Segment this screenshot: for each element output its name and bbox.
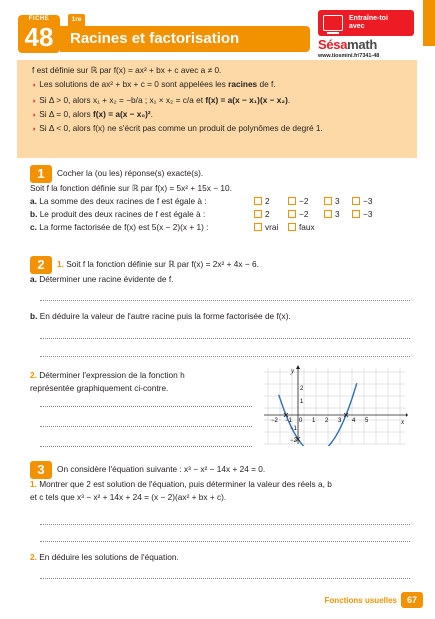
answer-line[interactable] bbox=[40, 300, 410, 301]
checkbox[interactable] bbox=[254, 197, 262, 205]
y-tick: −1 bbox=[290, 426, 297, 432]
summary-line-1: f est définie sur ℝ par f(x) = ax² + bx + c avec a ≠ 0. bbox=[32, 65, 222, 75]
choice-b2[interactable]: −2 bbox=[286, 209, 308, 219]
checkbox[interactable] bbox=[352, 210, 360, 218]
choice-a2[interactable]: −2 bbox=[286, 196, 308, 206]
x-axis-label: x bbox=[401, 418, 405, 426]
computer-icon bbox=[323, 15, 343, 31]
ex1-question-b: b. Le produit des deux racines de f est égale à : 2 −2 3 −3 bbox=[30, 209, 373, 219]
answer-line[interactable] bbox=[40, 426, 252, 427]
ex3-part1-line2: et c tels que x³ − x² + 14x + 24 = (x − 2)(ax² + bx + c). bbox=[30, 492, 227, 502]
choice-b3[interactable]: 3 bbox=[322, 209, 340, 219]
ex1-number: 1 bbox=[30, 165, 52, 183]
ex3-part2: 2. En déduire les solutions de l'équation. bbox=[30, 552, 179, 562]
ex3-part1-line1: 1. Montrer que 2 est solution de l'équation, puis déterminer la valeur des réels a, b bbox=[30, 479, 332, 489]
sesamath-logo-a: Sésa bbox=[318, 37, 348, 52]
ex3-intro-row bbox=[30, 461, 410, 479]
ex2-question-b: b. En déduire la valeur de l'autre racine puis la forme factorisée de f(x). bbox=[30, 311, 291, 321]
summary-line-3: ◗ Si Δ > 0, alors x₁ + x₂ = −b/a ; x₁ × x₂ = c/a et f(x) = a(x − x₁)(x − x₂). bbox=[32, 95, 291, 105]
avec-text: avec bbox=[349, 23, 365, 30]
choice-a4[interactable]: −3 bbox=[350, 196, 372, 206]
x-tick: 1 bbox=[312, 418, 316, 424]
answer-line[interactable] bbox=[40, 356, 410, 357]
x-tick: 5 bbox=[365, 418, 369, 424]
chapter-label: Fonctions usuelles bbox=[324, 596, 397, 605]
summary-line-5: ◗ Si Δ < 0, alors f(x) ne s'écrit pas comme un produit de polynômes de degré 1. bbox=[32, 122, 323, 133]
summary-line-4: ◗ Si Δ = 0, alors f(x) = a(x − x₀)². bbox=[32, 109, 153, 119]
choice-a1[interactable]: 2 bbox=[252, 196, 270, 206]
ex2-part2-line2: représentée graphiquement ci-contre. bbox=[30, 383, 169, 393]
ex3-number: 3 bbox=[30, 461, 52, 479]
ex3-intro: On considère l'équation suivante : x³ − x² − 14x + 24 = 0. bbox=[57, 464, 266, 475]
entraine-text: Entraîne-toi bbox=[349, 15, 388, 22]
checkbox[interactable] bbox=[288, 210, 296, 218]
answer-line[interactable] bbox=[40, 338, 410, 339]
sesamath-logo-b: math bbox=[347, 37, 378, 52]
bullet-arrow-icon: ◗ bbox=[32, 81, 37, 89]
level-badge: 1re bbox=[68, 14, 85, 26]
summary-box bbox=[17, 60, 417, 158]
checkbox[interactable] bbox=[254, 210, 262, 218]
page-number: 67 bbox=[401, 592, 423, 608]
fiche-number: 48 bbox=[24, 21, 54, 52]
x-tick: −2 bbox=[271, 418, 278, 424]
exercise-3 bbox=[30, 461, 410, 505]
x-axis-arrow bbox=[406, 413, 408, 417]
y-axis-arrow bbox=[296, 365, 300, 369]
y-tick: 2 bbox=[300, 386, 304, 392]
ex1-intro: Soit f la fonction définie sur ℝ par f(x) = 5x² + 15x − 10. bbox=[30, 183, 232, 193]
ex2-intro-row: 2 1. Soit f la fonction définie sur ℝ par f(x) = 2x² + 4x − 6. bbox=[30, 256, 410, 274]
ex1-instruction: Cocher la (ou les) réponse(s) exacte(s). bbox=[57, 168, 204, 179]
ex1-question-c: c. La forme factorisée de f(x) est 5(x − 2)(x + 1) : vrai faux bbox=[30, 222, 315, 232]
ex2-question-a: a. Déterminer une racine évidente de f. bbox=[30, 274, 174, 284]
sesamath-url[interactable]: www.tiosmini.fr/7341-48 bbox=[318, 53, 380, 60]
side-tab bbox=[423, 0, 435, 46]
bullet-arrow-icon: ◗ bbox=[32, 98, 37, 105]
ex2-question-b-wrap bbox=[30, 311, 410, 324]
ex1-instruction-row bbox=[30, 165, 410, 183]
answer-line[interactable] bbox=[40, 578, 410, 579]
x-tick: 4 bbox=[352, 418, 356, 424]
checkbox[interactable] bbox=[254, 223, 262, 231]
ex2-number: 2 bbox=[30, 256, 52, 274]
sesamath-logo bbox=[318, 37, 414, 53]
answer-line[interactable] bbox=[40, 541, 410, 542]
x-tick-labels bbox=[271, 418, 369, 424]
origin-label: 0 bbox=[299, 418, 303, 424]
answer-line[interactable] bbox=[40, 524, 410, 525]
answer-line[interactable] bbox=[40, 406, 252, 407]
function-graph bbox=[262, 364, 408, 446]
exercise-1 bbox=[30, 165, 410, 235]
y-axis-label: y bbox=[291, 367, 295, 375]
ex2-part-2 bbox=[30, 370, 255, 396]
x-tick: 2 bbox=[325, 418, 329, 424]
x-tick: −1 bbox=[285, 418, 292, 424]
choice-c2[interactable]: faux bbox=[286, 222, 315, 232]
y-tick: −2 bbox=[290, 438, 297, 444]
fiche-badge bbox=[18, 15, 60, 53]
checkbox[interactable] bbox=[288, 197, 296, 205]
choice-b4[interactable]: −3 bbox=[350, 209, 372, 219]
y-tick: 1 bbox=[300, 399, 304, 405]
ex1-question-a: a. La somme des deux racines de f est égale à : 2 −2 3 −3 bbox=[30, 196, 373, 206]
x-tick: 3 bbox=[338, 418, 342, 424]
grid-lines bbox=[264, 368, 406, 444]
sesamath-banner bbox=[318, 10, 414, 36]
choice-c1[interactable]: vrai bbox=[252, 222, 278, 232]
ex2-intro: Soit f la fonction définie sur ℝ par f(x) = 2x² + 4x − 6. bbox=[66, 259, 259, 270]
summary-line-2: ◗ Les solutions de ax² + bx + c = 0 sont appelées les racines de f. bbox=[32, 78, 276, 89]
choice-b1[interactable]: 2 bbox=[252, 209, 270, 219]
ex3-part-2 bbox=[30, 552, 410, 565]
sesamath-link[interactable] bbox=[318, 10, 414, 64]
bullet-arrow-icon: ◗ bbox=[32, 112, 37, 119]
checkbox[interactable] bbox=[324, 210, 332, 218]
bullet-arrow-icon: ◗ bbox=[32, 125, 37, 133]
exercise-2 bbox=[30, 256, 410, 287]
checkbox[interactable] bbox=[288, 223, 296, 231]
fiche-label: FICHE bbox=[28, 16, 50, 22]
checkbox[interactable] bbox=[352, 197, 360, 205]
choice-a3[interactable]: 3 bbox=[322, 196, 340, 206]
page-title: Racines et factorisation bbox=[70, 30, 240, 47]
ex2-part2-line1: 2. Déterminer l'expression de la fonction h bbox=[30, 370, 185, 380]
answer-line[interactable] bbox=[40, 446, 252, 447]
checkbox[interactable] bbox=[324, 197, 332, 205]
